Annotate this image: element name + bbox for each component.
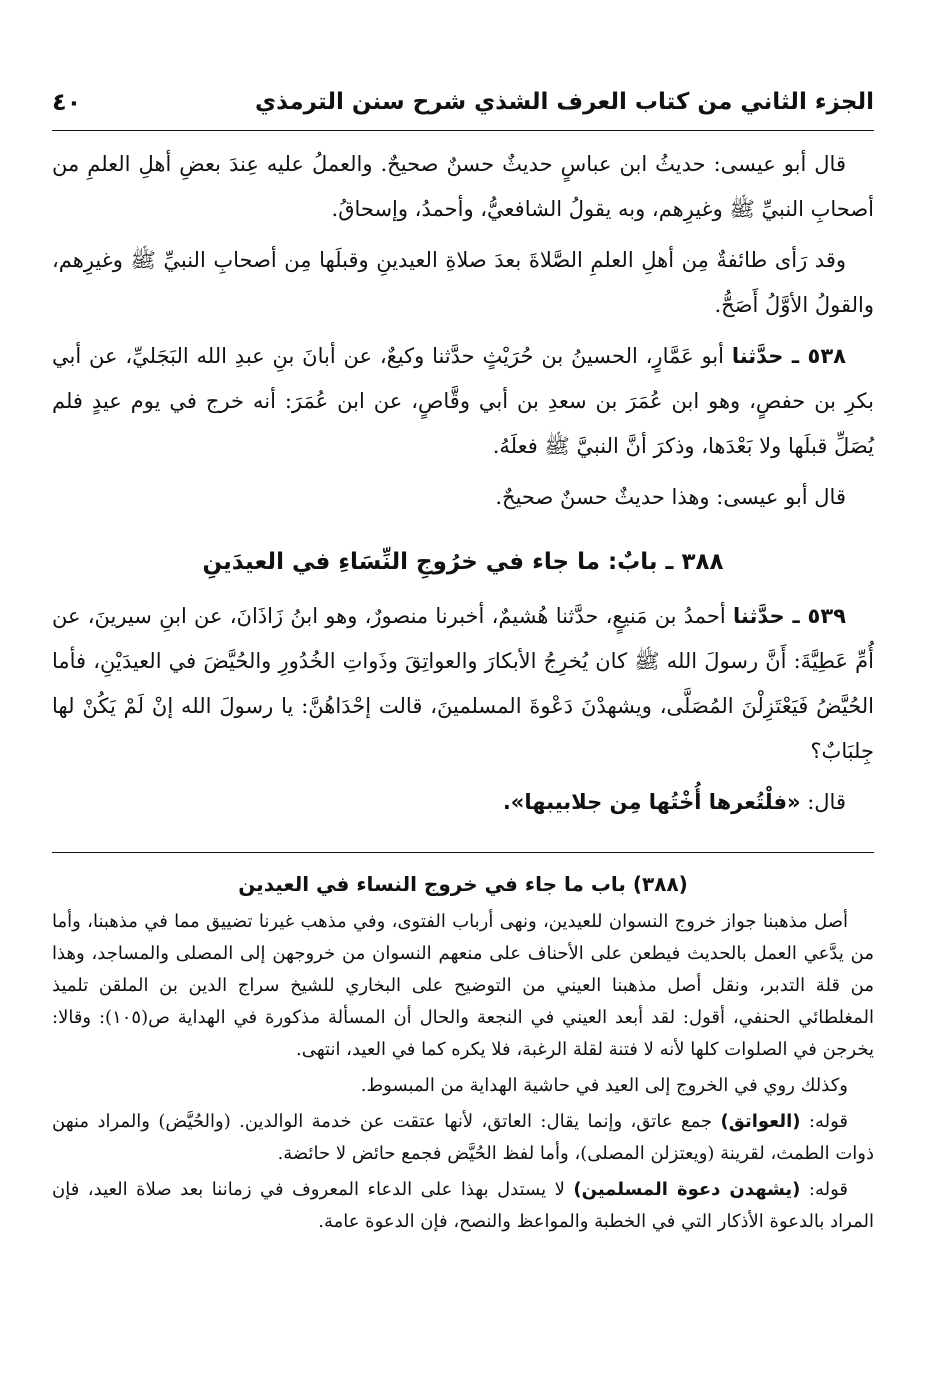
- commentary-paragraph: أصل مذهبنا جواز خروج النسوان للعيدين، ونهى أرباب الفتوى، وفي مذهب غيرنا تضييق مما في مذهبنا، وأما من يدَّعي العمل بالحديث فيطعن على الأحناف على منعهم النسوان من خروجهن إلى المصلى والمساجد، وهذا من قلة التدبر، ونقل أصل مذهبنا العيني من التوضيح على البخاري للشيخ سراج الدين بن الملقن تلميذ المغلطائي الحنفي، أقول: لقد أبعد العيني في النجعة والحال أن المسألة مذكورة في الهداية ص(١٠٥): وقالا: يخرجن في الصلوات كلها لأنه لا فتنة لقلة الرغبة، فلا يكره كما في العيد، انتهى.: [52, 911, 875, 1060]
- hadith-539: [52, 594, 874, 774]
- paragraph: قال أبو عيسى: حديثُ ابن عباسٍ حديثٌ حسنٌ صحيحٌ. والعملُ عليه عِندَ بعضِ أهلِ العلمِ من أصحابِ النبيِّ ﷺ وغيرِهم، وبه يقولُ الشافعيُّ، وأحمدُ، وإسحاقُ.: [52, 152, 874, 221]
- commentary-term: (العواتق): [720, 1111, 801, 1132]
- paragraph: وقد رَأى طائفةٌ مِن أهلِ العلمِ الصَّلاةَ بعدَ صلاةِ العيدينِ وقبلَها مِن أصحابِ النبيِّ ﷺ وغيرِهم، والقولُ الأوَّلُ أَصَحُّ.: [52, 248, 874, 317]
- commentary-term: (يشهدن دعوة المسلمين): [573, 1179, 801, 1200]
- quote-text: «فلْتُعرها أُخْتُها مِن جلابيبها».: [502, 790, 801, 814]
- commentary-section: [52, 866, 874, 1242]
- commentary-text: جمع عاتق، وإنما يقال: العاتق، لأنها عتقت عن خدمة الوالدين. (والحُيَّض) والمراد منهن ذوات الطمث، لقرينة (ويعتزلن المصلى)، وأما لفظ الحُيَّض فجمع حائض لا حائضة.: [52, 1111, 874, 1164]
- page-number: ٤٠: [52, 88, 82, 116]
- commentary-divider: [52, 852, 874, 853]
- chapter-title: ٣٨٨ ـ بابٌ: ما جاء في خرُوجِ النِّسَاءِ في العيدَينِ: [202, 549, 724, 575]
- main-text: [52, 142, 874, 831]
- header-title: الجزء الثاني من كتاب العرف الشذي شرح سنن الترمذي: [255, 89, 874, 115]
- commentary-prefix: قوله:: [800, 1111, 848, 1132]
- commentary-prefix: قوله:: [800, 1179, 848, 1200]
- quote-prefix: قال:: [800, 790, 846, 814]
- hadith-number: ٥٣٨ ـ حدَّثنا: [731, 344, 846, 368]
- paragraph: قال أبو عيسى: وهذا حديثٌ حسنٌ صحيحٌ.: [495, 485, 846, 509]
- running-header: [52, 82, 874, 122]
- hadith-text: أبو عَمَّارٍ، الحسينُ بن حُرَيْثٍ حدَّثنا وكيعٌ، عن أبانَ بنِ عبدِ الله البَجَليِّ، عن أبي بكرِ بن حفصٍ، وهو ابن عُمَرَ بن سعدِ بن أبي وقَّاصٍ، عن ابن عُمَرَ: أنه خرج في يوم عيدٍ فلم يُصَلِّ قبلَها ولا بَعْدَها، وذكرَ أنَّ النبيَّ ﷺ فعلَهُ.: [52, 344, 874, 458]
- hadith-538: [52, 334, 874, 469]
- commentary-title: (٣٨٨) باب ما جاء في خروج النساء في العيدين: [238, 872, 688, 896]
- hadith-number: ٥٣٩ ـ حدَّثنا: [733, 604, 846, 628]
- paragraph: [52, 780, 874, 825]
- header-divider: [52, 130, 874, 131]
- commentary-paragraph: وكذلك روي في الخروج إلى العيد في حاشية الهداية من المبسوط.: [360, 1075, 848, 1096]
- commentary-paragraph: [52, 1174, 874, 1238]
- commentary-text: لا يستدل بهذا على الدعاء المعروف في زماننا بعد صلاة العيد، فإن المراد بالدعوة الأذكار التي في الخطبة والمواعظ والنصح، فإن الدعوة عامة.: [52, 1179, 874, 1232]
- commentary-paragraph: [52, 1106, 874, 1170]
- hadith-text: أحمدُ بن مَنيعٍ، حدَّثنا هُشيمٌ، أخبرنا منصورٌ، وهو ابنُ زَاذَانَ، عن ابنِ سيرينَ، عن أُمِّ عَطِيَّةَ: أَنَّ رسولَ الله ﷺ كان يُخرِجُ الأبكارَ والعواتِقَ وذَواتِ الخُدُورِ والحُيَّضَ في العيدَيْنِ، فأما الحُيَّضُ فَيَعْتَزِلْنَ المُصَلَّى، ويشهدْنَ دَعْوةَ المسلمينَ، قالت إحْدَاهُنَّ: يا رسولَ الله إنْ لَمْ يَكُنْ لها جِلبَابٌ؟: [52, 604, 874, 763]
